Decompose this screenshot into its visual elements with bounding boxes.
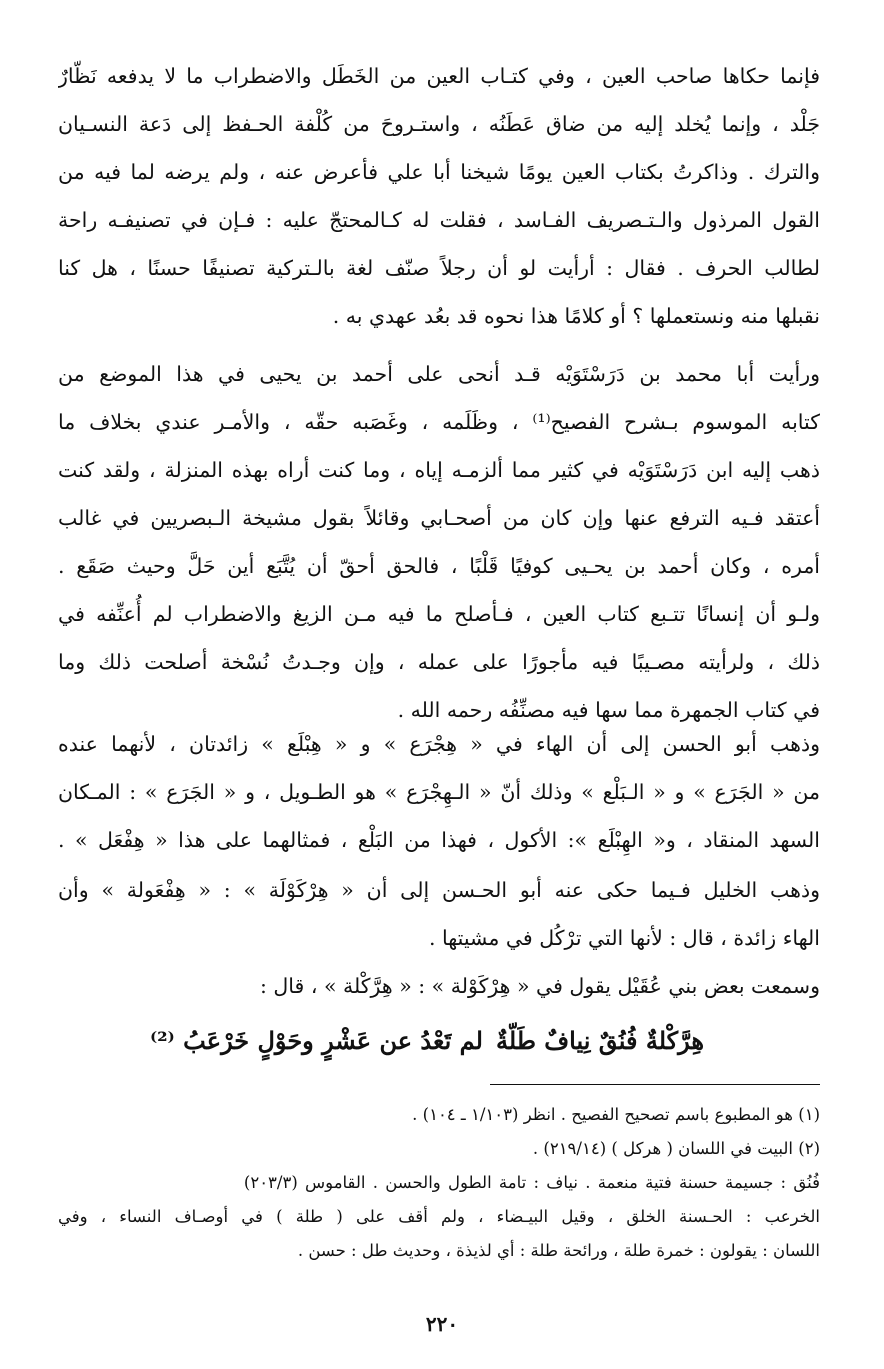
text-line: القول المرذول والـتـصريف الفـاسد ، فقلت له كـالمحتجّ عليه : فـإن في تصنيفـه راحة [58, 208, 820, 232]
text-line: والترك . وذاكرتُ بكتاب العين يومًا شيخنا أبا علي فأعرض عنه ، ولم يرضه لما فيه من [58, 160, 820, 184]
footnote-divider [490, 1084, 820, 1085]
footnote-gloss: الخرعب : الحـسنة الخلق ، وقيل البيـضاء ، ولم أقف على ( طلة ) في أوصـاف النساء ، وفي [58, 1207, 820, 1226]
text-line: كتابه الموسوم بـشرح الفصيح⁽¹⁾ ، وظَلَمه ، وغَصَبه حقّه ، والأمـر عندي بخلاف ما [58, 410, 820, 434]
paragraph-4 [58, 866, 820, 962]
verse-hemistich-first: هِرَّكْلةٌ فُنُقٌ نِيافٌ طَلّةٌ [496, 1026, 704, 1055]
text-line: الهاء زائدة ، قال : لأنها التي ترْكُل في مشيتها . [428, 926, 820, 950]
footnote-gloss: فُنُق : جسيمة حسنة فتية منعمة . نياف : تامة الطول والحسن . القاموس (٢٠٣/٣) [243, 1173, 820, 1192]
text-line: فإنما حكاها صاحب العين ، وفي كتـاب العين من الخَطَل والاضطراب ما لا يدفعه نَظّارٌ [58, 64, 820, 88]
text-line: وذهب الخليل فـيما حكى عنه أبو الحـسن إلى أن « هِرْكَوْلَة » : « هِفْعَولة » وأن [58, 878, 820, 902]
paragraph-5 [58, 962, 820, 1010]
paragraph-3 [58, 720, 820, 864]
text-line: ولـو أن إنسانًا تتـبع كتاب العين ، فـأصلح ما فيه مـن الزيغ والاضطراب لم أُعنِّفه في [58, 602, 820, 626]
footnote-gloss: اللسان : يقولون : خمرة طلة ، ورائحة طلة : أي لذيذة ، وحديث طل : حسن . [297, 1241, 820, 1260]
paragraph-1 [58, 52, 820, 340]
text-line: أعتقد فـيه الترفع عنها وإن كان من أصحـابي وقائلاً بقول مشيخة الـبصريين في غالب [58, 506, 820, 530]
page-number: ٢٢٠ [425, 1312, 459, 1336]
text-line: أمره ، وكان أحمد بن يحـيى كوفيًا قَلْبًا ، فالحق أحقّ أن يُتَّبَع أين حَلَّ وحيث صَقَع . [58, 554, 820, 578]
footnote-2: (٢) البيت في اللسان ( هركل ) (٢١٩/١٤) . [532, 1139, 820, 1158]
text-line: وذهب أبو الحسن إلى أن الهاء في « هِجْرَع » و « هِبْلَع » زائدتان ، لأنهما عنده [58, 732, 820, 756]
text-line: نقبلها منه ونستعملها ؟ أو كلامًا هذا نحوه قد بعُد عهدي به . [332, 304, 820, 328]
text-line: ورأيت أبا محمد بن دَرَسْتَوَيْه قـد أنحى على أحمد بن يحيى في هذا الموضع من [58, 362, 820, 386]
text-line: ذلك ، ولرأيته مصـيبًا فيه مأجورًا على عمله ، وإن وجـدتُ نُسْخة أصلحت ذلك وما [58, 650, 820, 674]
poetry-verse [150, 1016, 704, 1066]
footnote-1: (١) هو المطبوع باسم تصحيح الفصيح . انظر (١/١٠٣ ـ ١٠٤) . [412, 1105, 820, 1124]
text-line: لطالب الحرف . فقال : أرأيت لو أن رجلاً صنّف لغة بالـتركية تصنيفًا حسنًا ، هل كنا [58, 256, 820, 280]
text-line: ذهب إليه ابن دَرَسْتَوَيْه في كثير مما ألزمـه إياه ، وما كنت أراه بهذه المنزلة ، ولقد كنت [58, 458, 820, 482]
paragraph-2 [58, 350, 820, 734]
text-line: السهد المنقاد ، و« الهِبْلَع »: الأكول ، فهذا من البَلْع ، فمثالهما على هذا « هِفْعَل » . [58, 828, 820, 852]
text-line: جَلْد ، وإنما يُخلد إليه من ضاق عَطَنُه ، واستـروحَ من كُلْفة الحـفظ إلى دَعة النسـيان [58, 112, 820, 136]
verse-hemistich-second: لم تَعْدُ عن عَشْرٍ وحَوْلٍ خَرْعَبُ ⁽²⁾ [150, 1026, 483, 1055]
text-line: من « الجَرَع » و « الـبَلْع » وذلك أنّ « الـهِجْرَع » هو الطـويل ، و « الجَرَع » : المـكان [58, 780, 820, 804]
footnotes [58, 1098, 820, 1268]
text-line: في كتاب الجمهرة مما سها فيه مصنِّفُه رحمه الله . [397, 698, 820, 722]
text-line: وسمعت بعض بني عُقَيْل يقول في « هِرْكَوْلة » : « هِرَّكْلة » ، قال : [259, 974, 820, 998]
